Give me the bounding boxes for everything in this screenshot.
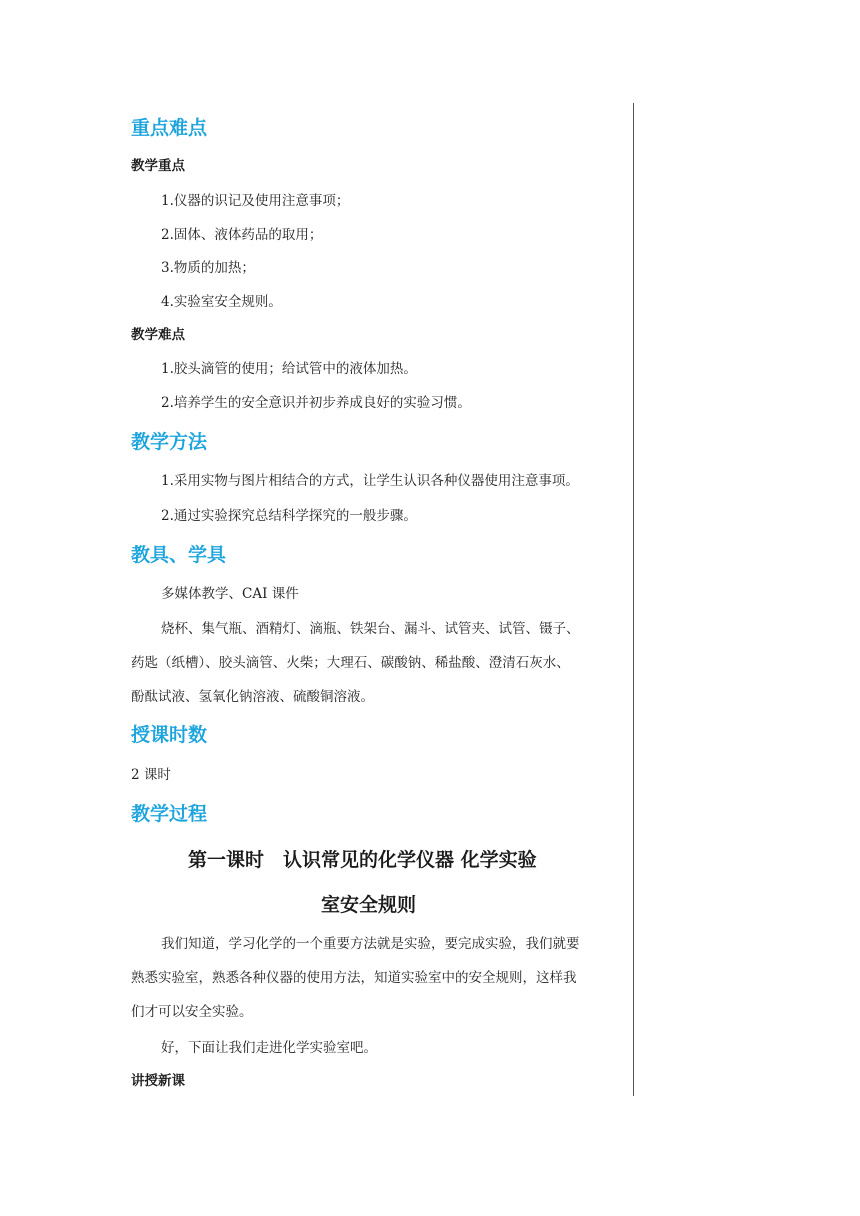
focus-item: 4.实验室安全规则。: [161, 294, 282, 310]
heading-key-points: 重点难点: [131, 117, 208, 139]
subheading-new-lesson: 讲授新课: [131, 1073, 185, 1089]
heading-teaching-methods: 教学方法: [131, 431, 208, 453]
intro-paragraph-line: 熟悉实验室，熟悉各种仪器的使用方法，知道实验室中的安全规则，这样我: [131, 970, 577, 986]
transition-line: 好，下面让我们走进化学实验室吧。: [161, 1040, 377, 1056]
lesson-title-line2: 室安全规则: [321, 894, 417, 916]
intro-paragraph-line: 我们知道，学习化学的一个重要方法就是实验，要完成实验，我们就要: [161, 936, 580, 952]
heading-class-hours: 授课时数: [131, 724, 208, 746]
method-item: 2.通过实验探究总结科学探究的一般步骤。: [161, 508, 417, 524]
heading-teaching-tools: 教具、学具: [131, 544, 227, 566]
method-item: 1.采用实物与图片相结合的方式，让学生认识各种仪器使用注意事项。: [161, 473, 579, 489]
tools-materials-line: 烧杯、集气瓶、酒精灯、滴瓶、铁架台、漏斗、试管夹、试管、镊子、: [161, 621, 580, 637]
subheading-teaching-difficulty: 教学难点: [131, 327, 185, 343]
tools-materials-line: 药匙（纸槽）、胶头滴管、火柴；大理石、碳酸钠、稀盐酸、澄清石灰水、: [131, 655, 570, 671]
heading-teaching-process: 教学过程: [131, 803, 208, 825]
difficulty-item: 1.胶头滴管的使用；给试管中的液体加热。: [161, 361, 417, 377]
difficulty-item: 2.培养学生的安全意识并初步养成良好的实验习惯。: [161, 395, 471, 411]
intro-paragraph-line: 们才可以安全实验。: [131, 1004, 253, 1020]
focus-item: 3.物质的加热；: [161, 260, 255, 276]
focus-item: 1.仪器的识记及使用注意事项；: [161, 193, 350, 209]
subheading-teaching-focus: 教学重点: [131, 158, 185, 174]
right-margin-line: [633, 103, 634, 1096]
class-hours-value: 2 课时: [131, 767, 171, 783]
tools-materials-line: 酚酞试液、氢氧化钠溶液、硫酸铜溶液。: [131, 689, 374, 705]
tools-media: 多媒体教学、CAI 课件: [161, 586, 299, 602]
focus-item: 2.固体、液体药品的取用；: [161, 227, 323, 243]
lesson-title-line1: 第一课时 认识常见的化学仪器 化学实验: [188, 849, 537, 871]
